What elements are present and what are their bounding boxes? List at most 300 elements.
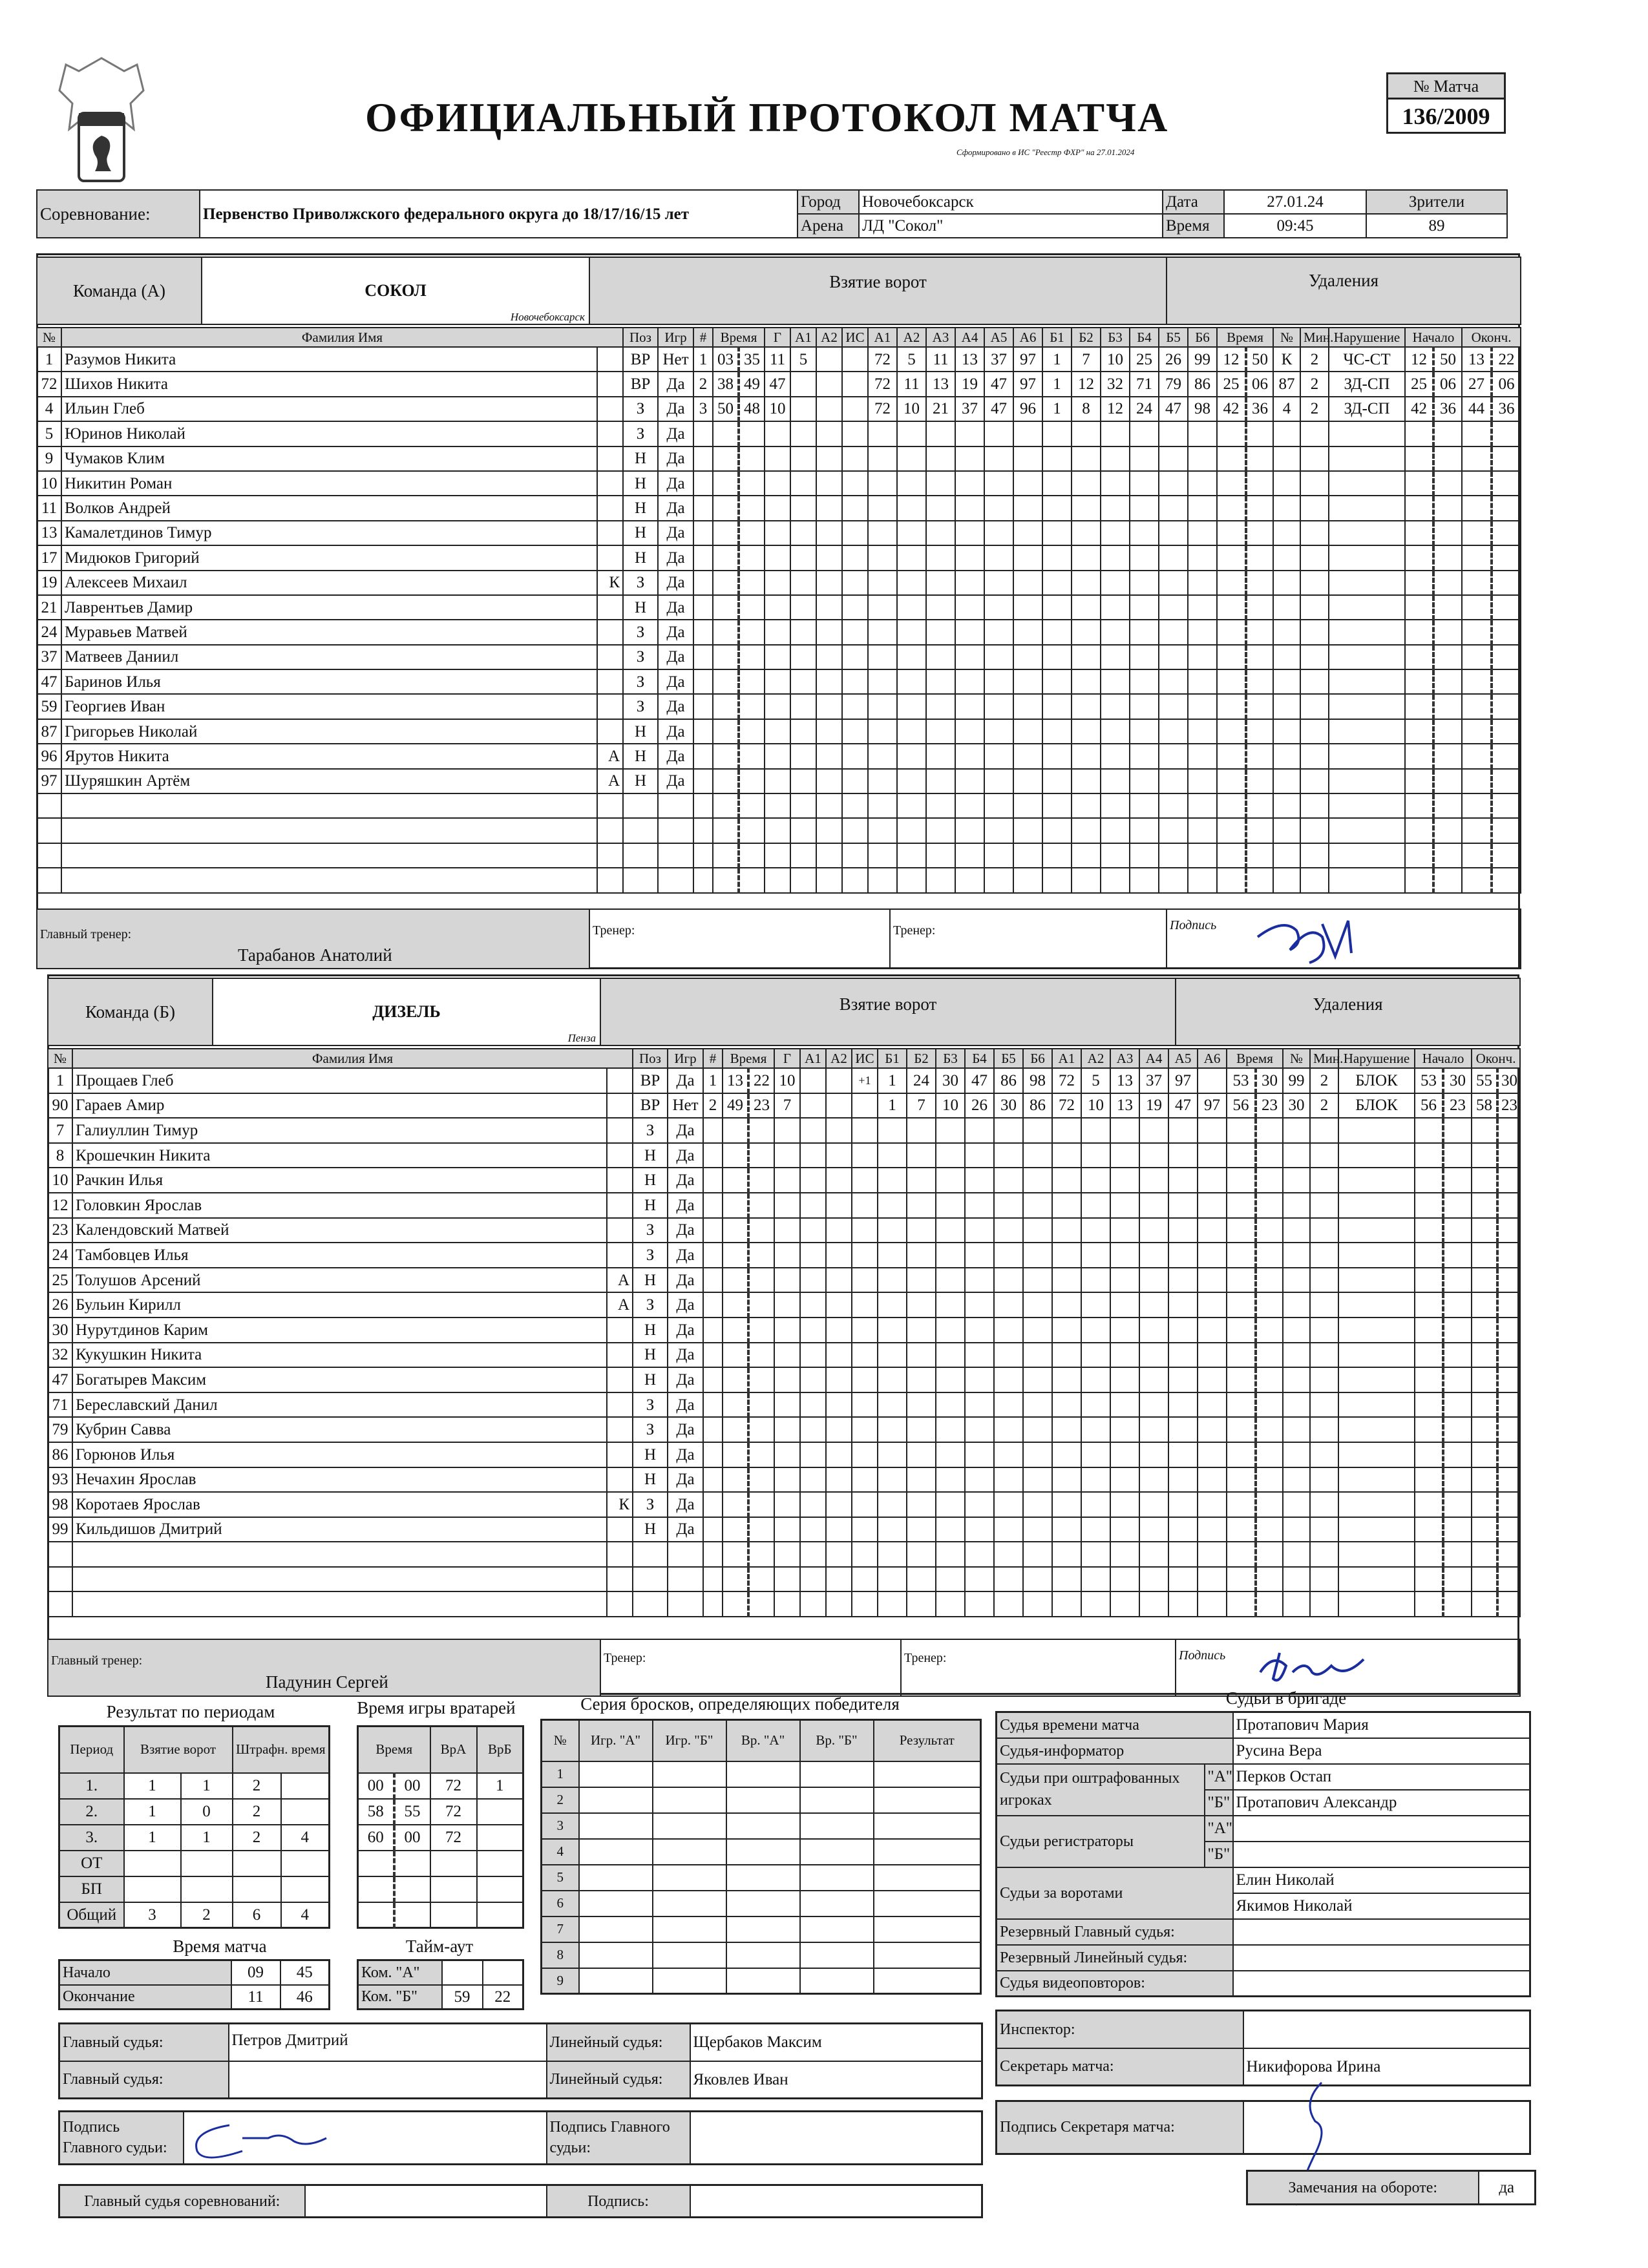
team-b-head-coach-label: Главный тренер: [51,1654,143,1668]
goal-onice-second [1188,521,1217,545]
comp-sign-label: Подпись: [547,2185,690,2218]
goal-onice-first [965,1567,994,1592]
goal-onice-second [1159,571,1188,595]
player-number [37,793,61,818]
period-penalty-a [233,1876,281,1902]
penalty-min [1310,1318,1338,1343]
goal-scorer: 7 [774,1093,800,1118]
goal-onice-second [1081,1268,1110,1293]
penalty-second [1246,545,1273,570]
goal-onice-first [1013,719,1042,744]
goal-onice-second [1188,620,1217,644]
goal-onice-first [994,1243,1023,1268]
player-name [61,818,597,843]
goal-onice-second [1198,1467,1227,1493]
goal-onice-second [1081,1243,1110,1268]
goal-second [748,1467,774,1493]
player-name [72,1567,607,1592]
goal-onice-first [897,843,926,868]
penalty-minute [1217,471,1246,496]
match-time-table [58,1959,330,2010]
team_b-h-g_g: Г [774,1049,800,1068]
team-a-coach-cell [589,909,890,969]
player-captain [607,1567,633,1592]
goal-situation [852,1143,878,1168]
penalty-violation [1338,1417,1415,1442]
goal-onice-second [1052,1343,1081,1368]
penalty-second [1256,1517,1283,1542]
goal-onice-first [955,818,984,843]
shootout-cell [800,1865,874,1891]
inspector-label: Инспектор: [997,2011,1243,2048]
penalty-start-min [1415,1193,1443,1218]
goal-assist-2 [826,1118,852,1143]
goal-situation [842,471,868,496]
goal-onice-first [878,1218,907,1243]
goal-onice-second [1130,793,1159,818]
goal-number [693,595,713,620]
player-number [48,1542,72,1567]
goal-onice-first [984,595,1013,620]
team_b-h-onice_a-5: А6 [1198,1049,1227,1068]
team-a-coach-label: Тренер: [593,923,635,938]
table-row [59,1799,330,1825]
player-played: Да [668,1243,703,1268]
period-name: 2. [59,1799,124,1825]
goal-assist-1 [790,620,816,644]
player-position: Н [623,446,658,471]
goal-situation [842,818,868,843]
goal-onice-second [1101,620,1130,644]
goal-number [693,471,713,496]
penalty-minute [1227,1517,1256,1542]
goal-minute [723,1392,748,1418]
penalty-violation [1338,1542,1415,1567]
shootout-cell [874,1787,981,1813]
goal-onice-first [868,669,897,694]
goal-onice-second [1130,545,1159,570]
penalty-violation [1338,1292,1415,1318]
player-name: Береславский Данил [72,1392,607,1418]
goal-judges-label: Судьи за воротами [997,1867,1233,1919]
goalie-second: 55 [394,1799,430,1825]
penalty-start-sec [1433,496,1462,520]
goal-second [748,1118,774,1143]
goal-minute [713,868,739,892]
goal-onice-second [1168,1143,1198,1168]
goal-onice-first [965,1218,994,1243]
goal-second [739,868,765,892]
player-played: Да [658,471,693,496]
goal-onice-first [994,1168,1023,1193]
goal-onice-second [1101,521,1130,545]
penalty-end-sec [1497,1467,1520,1493]
goal-onice-first [936,1118,965,1143]
goal-onice-second [1168,1318,1198,1343]
team-b-coach2-cell [901,1639,1176,1696]
penalty-player [1283,1591,1310,1617]
player-captain [607,1442,633,1467]
penalty-min [1310,1168,1338,1193]
penalty-second [1256,1193,1283,1218]
goal-onice-second [1110,1417,1139,1442]
goal-onice-first: 1 [878,1068,907,1093]
player-played: Да [658,620,693,644]
goal-assist-2 [816,471,842,496]
goal-onice-first [897,868,926,892]
goal-onice-first [907,1268,936,1293]
shootout-cell [579,1968,653,1994]
penalty-start-sec [1443,1243,1472,1268]
table-row [48,1068,1520,1093]
goal-onice-second [1159,719,1188,744]
goal-onice-second [1159,769,1188,793]
shootout-number: 9 [542,1968,579,1994]
goal-onice-second [1042,545,1072,570]
goal-onice-second [1072,571,1101,595]
penalty-min [1300,620,1329,644]
goal-onice-first [868,744,897,768]
table-row [59,1825,330,1851]
goal-onice-first [868,843,897,868]
match-end-label: Окончание [59,1985,231,2010]
penalty-minute [1217,496,1246,520]
goal-minute [723,1542,748,1567]
period-name: ОТ [59,1851,124,1876]
table-row [37,347,1521,372]
goal-onice-first [897,421,926,446]
goal-onice-second [1072,719,1101,744]
goal-scorer [765,769,790,793]
penalty-second [1246,793,1273,818]
team_b-h-pstart: Начало [1415,1049,1472,1068]
goal-onice-second [1052,1318,1081,1343]
goal-onice-first [965,1118,994,1143]
goal-onice-first [955,645,984,669]
penalty-end-min [1472,1467,1497,1493]
arena-label: Арена [798,214,859,238]
penalty-second [1256,1143,1283,1168]
goal-onice-second [1139,1492,1168,1517]
main-referees-table [58,2022,983,2099]
goal-onice-second [1188,843,1217,868]
player-position: Н [633,1193,668,1218]
penalty-min [1300,793,1329,818]
goal-onice-second: 12 [1101,397,1130,421]
goal-onice-second [1081,1517,1110,1542]
goal-situation [852,1542,878,1567]
goal-onice-first [1023,1442,1052,1467]
period-goals-a [124,1876,181,1902]
shootout-number: 1 [542,1761,579,1787]
secretary: Никифорова Ирина [1243,2048,1530,2086]
table-row [48,1268,1520,1293]
player-name: Нурутдинов Карим [72,1318,607,1343]
penalty-end-min [1472,1143,1497,1168]
shootout-cell [653,1968,726,1994]
goal-scorer [765,620,790,644]
goal-second [748,1517,774,1542]
penalty-min [1300,471,1329,496]
goal-onice-second [1130,421,1159,446]
player-position: Н [633,1517,668,1542]
goal-onice-second [1101,471,1130,496]
goal-onice-second [1139,1367,1168,1392]
goal-onice-first [897,446,926,471]
penalty-start-sec [1443,1168,1472,1193]
competition-name: Первенство Приволжского федерального округа до 18/17/16/15 лет [200,190,798,238]
penalty-min [1310,1193,1338,1218]
player-captain [597,818,623,843]
player-played: Да [668,1292,703,1318]
penalty-player [1273,620,1300,644]
goal-second [739,645,765,669]
player-name: Георгиев Иван [61,694,597,719]
video-judge-label: Судья видеоповторов: [997,1971,1233,1997]
penalty-min [1310,1243,1338,1268]
goalie-header-a: ВрА [430,1727,477,1773]
table-row [37,793,1521,818]
goal-onice-second [1081,1392,1110,1418]
penalty-start-sec [1433,620,1462,644]
penalty-second: 06 [1246,372,1273,396]
goal-onice-second [1168,1392,1198,1418]
penalty-start-min [1405,793,1433,818]
goal-onice-first [1023,1567,1052,1592]
goal-onice-second [1198,1343,1227,1368]
period-goals-a: 1 [124,1773,181,1799]
team_b-h-onice_a-2: А3 [1110,1049,1139,1068]
goal-onice-second [1052,1168,1081,1193]
goal-second [748,1168,774,1193]
goal-onice-first: 5 [897,347,926,372]
goal-onice-first [907,1243,936,1268]
goal-onice-first [994,1517,1023,1542]
penalty-end-sec [1492,769,1521,793]
player-number: 90 [48,1093,72,1118]
table-row [542,1942,981,1968]
goal-number [703,1392,723,1418]
goal-situation [852,1492,878,1517]
penalty-start-sec [1443,1417,1472,1442]
player-number [37,843,61,868]
goal-onice-first: 10 [936,1093,965,1118]
goal-onice-second [1168,1442,1198,1467]
goalie-time-table [357,1725,524,1929]
goal-onice-second [1198,1268,1227,1293]
goal-onice-first [868,471,897,496]
sig-line-cell [690,2112,982,2165]
shootout-cell [726,1968,800,1994]
goalie-a [430,1851,477,1876]
goal-onice-second [1159,669,1188,694]
timeout-a-minute [442,1960,483,1985]
goal-situation [842,421,868,446]
goal-onice-first [936,1318,965,1343]
goal-onice-first [936,1417,965,1442]
goal-minute [723,1292,748,1318]
goal-onice-first [965,1392,994,1418]
table-row [37,372,1521,396]
goal-onice-second [1101,669,1130,694]
goal-minute [723,1417,748,1442]
reserve-main-label: Резервный Главный судья: [997,1919,1233,1945]
goal-onice-second [1130,471,1159,496]
player-captain [607,1168,633,1193]
player-number: 93 [48,1467,72,1493]
goal-onice-second: 12 [1072,372,1101,396]
goal-onice-second [1052,1517,1081,1542]
goal-onice-second [1168,1268,1198,1293]
goal-onice-second [1072,496,1101,520]
penalty-start-sec [1433,446,1462,471]
goal-onice-first: 98 [1023,1068,1052,1093]
team_a-h-name: Фамилия Имя [61,328,623,347]
goal-onice-first [1023,1467,1052,1493]
goal-onice-first [878,1492,907,1517]
goal-onice-second [1139,1118,1168,1143]
goal-onice-first [1023,1243,1052,1268]
goal-scorer [765,868,790,892]
goal-onice-second [1159,446,1188,471]
sig-main-label: Подпись Главного судьи: [59,2112,184,2165]
goal-onice-first: 11 [926,347,955,372]
player-number: 13 [37,521,61,545]
goal-onice-first [936,1542,965,1567]
team_b-h-onice_b-3: Б4 [965,1049,994,1068]
penalty-second [1246,645,1273,669]
team-b-penalties-title: Удаления [1176,978,1520,1045]
goal-situation [852,1118,878,1143]
penalty-second [1246,694,1273,719]
goal-onice-second [1159,421,1188,446]
penalty-violation [1338,1168,1415,1193]
team-b-signature-cell [1176,1639,1520,1696]
shootout-cell [874,1865,981,1891]
goal-onice-first [897,595,926,620]
goal-onice-first [1023,1367,1052,1392]
remarks-value: да [1479,2171,1536,2205]
goal-onice-first [1013,446,1042,471]
team_b-h-onice_a-4: А5 [1168,1049,1198,1068]
periods-table [58,1725,330,1929]
goal-onice-first [984,669,1013,694]
penalty-end-sec: 06 [1492,372,1521,396]
goal-onice-second [1110,1542,1139,1567]
goal-onice-first [907,1118,936,1143]
player-captain [607,1243,633,1268]
page-title: ОФИЦИАЛЬНЫЙ ПРОТОКОЛ МАТЧА [365,94,1169,140]
goal-number [703,1417,723,1442]
table-row [542,1968,981,1994]
goal-scorer [765,645,790,669]
penalty-min [1300,521,1329,545]
shootout-number: 7 [542,1916,579,1942]
goal-onice-second [1139,1392,1168,1418]
penalty-violation: ЗД-СП [1329,397,1405,421]
period-name: Общий [59,1902,124,1928]
goal-assist-2 [816,744,842,768]
penalty-end-sec [1497,1492,1520,1517]
goal-onice-second [1081,1193,1110,1218]
goal-number: 2 [693,372,713,396]
goal-second [748,1143,774,1168]
goal-second [748,1218,774,1243]
goalie-time-title: Время игры вратарей [357,1698,516,1717]
shootout-cell [800,1942,874,1968]
goal-onice-first [926,645,955,669]
team_b-h-onice_b-1: Б2 [907,1049,936,1068]
goal-minute [723,1492,748,1517]
player-number: 26 [48,1292,72,1318]
shootout-cell [800,1968,874,1994]
shootout-title: Серия бросков, определяющих победителя [580,1694,900,1714]
goal-assist-2 [826,1243,852,1268]
team-b-coach-cell [600,1639,901,1696]
team_b-h-g_a1: А1 [800,1049,826,1068]
match-start-minute: 45 [280,1960,330,1985]
goal-onice-first [955,446,984,471]
penalty-start-min [1415,1417,1443,1442]
player-captain [607,1118,633,1143]
goal-minute [723,1442,748,1467]
goal-onice-first [965,1318,994,1343]
penalty-end-sec [1497,1367,1520,1392]
penalty-start-min [1405,521,1433,545]
penalty-minute [1227,1268,1256,1293]
player-name: Матвеев Даниил [61,645,597,669]
team-a-header [36,257,1521,325]
table-row [37,843,1521,868]
penalty-start-sec [1443,1218,1472,1243]
penalty-start-sec [1443,1591,1472,1617]
penalty-second: 36 [1246,397,1273,421]
goal-situation [842,521,868,545]
goal-onice-first [868,521,897,545]
penalty-player [1273,496,1300,520]
timekeeper-label: Судья времени матча [997,1712,1233,1738]
goal-situation [842,719,868,744]
penalty-minute [1217,521,1246,545]
goal-onice-second [1139,1542,1168,1567]
table-row [48,1343,1520,1368]
goal-onice-second [1168,1218,1198,1243]
player-name: Баринов Илья [61,669,597,694]
arena-value: ЛД "Сокол" [859,214,1163,238]
line-referee-label-1: Линейный судья: [547,2024,690,2061]
goal-onice-second [1042,744,1072,768]
player-number: 59 [37,694,61,719]
penalty-start-min [1405,471,1433,496]
penalty-minute [1227,1318,1256,1343]
goal-minute: 38 [713,372,739,396]
goalie-a: 72 [430,1799,477,1825]
player-captain [607,1367,633,1392]
penalty-violation [1329,843,1405,868]
goal-number [693,694,713,719]
goal-situation [842,843,868,868]
goal-number [703,1343,723,1368]
goal-onice-second [1110,1567,1139,1592]
goal-onice-first [868,868,897,892]
penalty-end-min [1472,1168,1497,1193]
penalty-end-sec [1497,1268,1520,1293]
player-number: 98 [48,1492,72,1517]
goal-second [739,620,765,644]
player-played: Да [658,545,693,570]
team_a-h-pend: Оконч. [1462,328,1521,347]
period-goals-a: 1 [124,1825,181,1851]
